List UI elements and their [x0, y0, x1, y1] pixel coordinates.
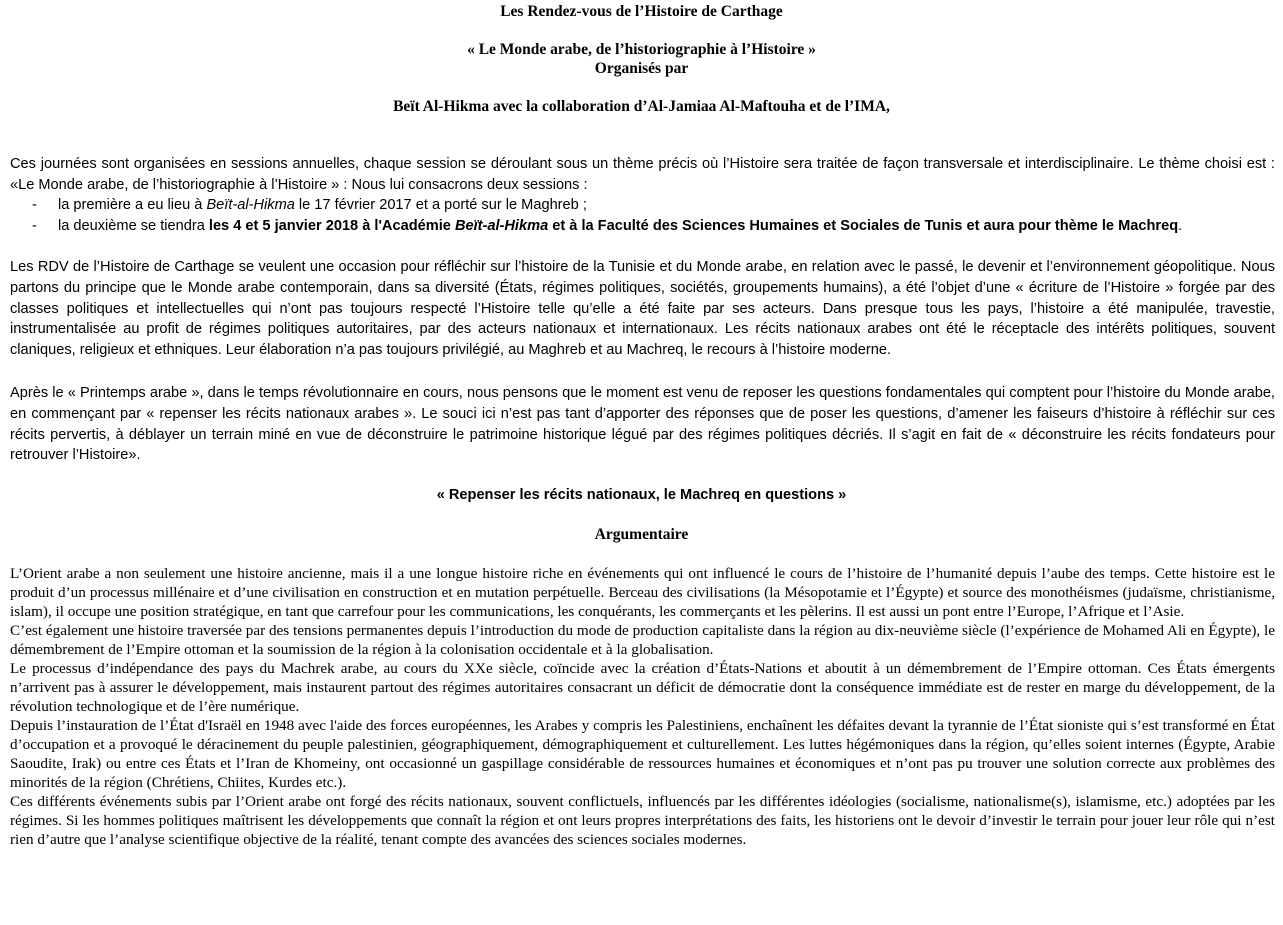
argumentaire-paragraph: Ces différents événements subis par l’Orient arabe ont forgé des récits nationaux, souvent conflictuels, influencés par les différentes idéologies (socialisme, nationalisme(s), islamisme, etc.) adoptées par les régimes. Si les hommes politiques maîtrisent les développements que connaît la région et ont leurs propres interprétations des faits, les historiens ont le devoir d’investir le terrain pour jouer leur rôle qui n’est rien d’autre que l’analyse scientifique objective de la réalité, tenant compte des avancées des sciences sociales modernes. [10, 793, 1275, 848]
intro-paragraph: Ces journées sont organisées en sessions annuelles, chaque session se déroulant sous un thème précis où l’Histoire sera traitée de façon transversale et interdisciplinaire. Le thème choisi est : «Le Monde arabe, de l’historiographie à l’Histoire » : Nous lui consacrons deux sessions : [10, 156, 1275, 193]
argumentaire-paragraph: Le processus d’indépendance des pays du Machrek arabe, au cours du XXe siècle, coïncide avec la création d’États-Nations et aboutit à un démembrement de l’Empire ottoman. Ces États émergents n’arrivent pas à assurer le développement, mais instaurent partout des régimes autoritaires consacrant un déficit de démocratie dont la conséquence immédiate est de rester en marge du développement, de la révolution technologique et de l’ère numérique. [10, 660, 1275, 715]
list-dash: - [32, 218, 37, 234]
session-list-item-2 [32, 216, 1272, 237]
event-title: Les Rendez-vous de l’Histoire de Carthage [500, 3, 783, 20]
session2-venue: Beït-al-Hikma [454, 218, 549, 234]
session2-text-before: la deuxième se tiendra [58, 218, 209, 234]
list-dash: - [32, 197, 37, 213]
organisers-line: Beït Al-Hikma avec la collaboration d’Al-Jamiaa Al-Maftouha et de l’IMA, [393, 98, 890, 115]
argumentaire-body [10, 564, 1275, 849]
printemps-paragraph: Après le « Printemps arabe », dans le temps révolutionnaire en cours, nous pensons que le moment est venu de reposer les questions fondamentales qui comptent pour l’histoire du Monde arabe, en commençant par « repenser les récits nationaux arabes ». Le souci ici n’est pas tant d’apporter des réponses que de poser les questions, d’amener les faiseurs d’histoire à réfléchir sur ces récits pervertis, à déblayer un terrain miné en vue de déconstruire le patrimoine historique légué par des régimes politiques décriés. Il s’agit en fait de « déconstruire les récits fondateurs pour retrouver l’Histoire». [10, 385, 1275, 464]
session2-dates: les 4 et 5 janvier 2018 à l'Académie [208, 218, 455, 234]
argumentaire-paragraph: L’Orient arabe a non seulement une histoire ancienne, mais il a une longue histoire riche en événements qui ont influencé le cours de l’histoire de l’humanité depuis l’aube des temps. Cette histoire est le produit d’un processus millénaire et d’une civilisation en construction et en mutation perpétuelle. Berceau des civilisations (la Mésopotamie et l’Égypte) et source des monothéismes (judaïsme, christianisme, islam), il occupe une position stratégique, en tant que carrefour pour les communications, les conquérants, les commerçants et les pèlerins. Il est aussi un pont entre l’Europe, l’Afrique et l’Asie. [10, 565, 1275, 620]
session1-text-before: la première a eu lieu à [58, 197, 207, 213]
argumentaire-paragraph: Depuis l’instauration de l’État d'Israël en 1948 avec l'aide des forces européennes, les Arabes y compris les Palestiniens, enchaînent les défaites devant la tyrannie de l’État sioniste qui s’est transformé en État d’occupation et a provoqué le déracinement du peuple palestinien, géographiquement, démographiquement et culturellement. Les luttes hégémoniques dans la région, qu’elles soient internes (Égypte, Arabie Saoudite, Irak) ou entre ces États et l’Iran de Khomeiny, ont occasionné un gaspillage considérable de ressources humaines et économiques et n’ont pas pu trouver une solution correcte aux problèmes des minorités de la région (Chrétiens, Chiites, Kurdes etc.). [10, 717, 1275, 791]
rdv-paragraph: Les RDV de l’Histoire de Carthage se veulent une occasion pour réfléchir sur l’histoire de la Tunisie et du Monde arabe, en relation avec le passé, le devenir et l’environnement géopolitique. Nous partons du principe que le Monde arabe contemporain, dans sa diversité (États, régimes politiques, sociétés, groupements humains), a été l’objet d’une « écriture de l’Histoire » forgée par des classes politiques et intellectuelles qui n’ont pas toujours respecté l’Histoire telle qu’elle a été faite par ses acteurs. Dans presque tous les pays, l’histoire a été manipulée, travestie, instrumentalisée au profit de régimes politiques autoritaires, par des acteurs nationaux et internationaux. Les récits nationaux arabes ont été le réceptacle des intérêts politiques, souvent claniques, religieux et ethniques. Leur élaboration n’a pas toujours privilégié, au Maghreb et au Machreq, le recours à l’histoire moderne. [10, 259, 1275, 359]
session2-end: . [1178, 218, 1183, 234]
session1-text-after: le 17 février 2017 et a porté sur le Maghreb ; [294, 197, 587, 213]
session1-venue: Beït-al-Hikma [206, 197, 295, 213]
argumentaire-paragraph: C’est également une histoire traversée par des tensions permanentes depuis l’introduction du mode de production capitaliste dans la région au dix-neuvième siècle (l’expérience de Mohamed Ali en Égypte), le démembrement de l’Empire ottoman et la soumission de la région à la colonisation occidentale et à la globalisation. [10, 622, 1275, 658]
session-list-item-1 [32, 195, 1272, 216]
organised-by-label: Organisés par [594, 60, 689, 77]
theme-title: « Le Monde arabe, de l’historiographie à l’Histoire » [467, 41, 816, 58]
session2-details: et à la Faculté des Sciences Humaines et Sociales de Tunis et aura pour thème le Machreq [548, 218, 1179, 234]
session-title: « Repenser les récits nationaux, le Machreq en questions » [436, 487, 847, 503]
argumentaire-title: Argumentaire [594, 526, 689, 543]
